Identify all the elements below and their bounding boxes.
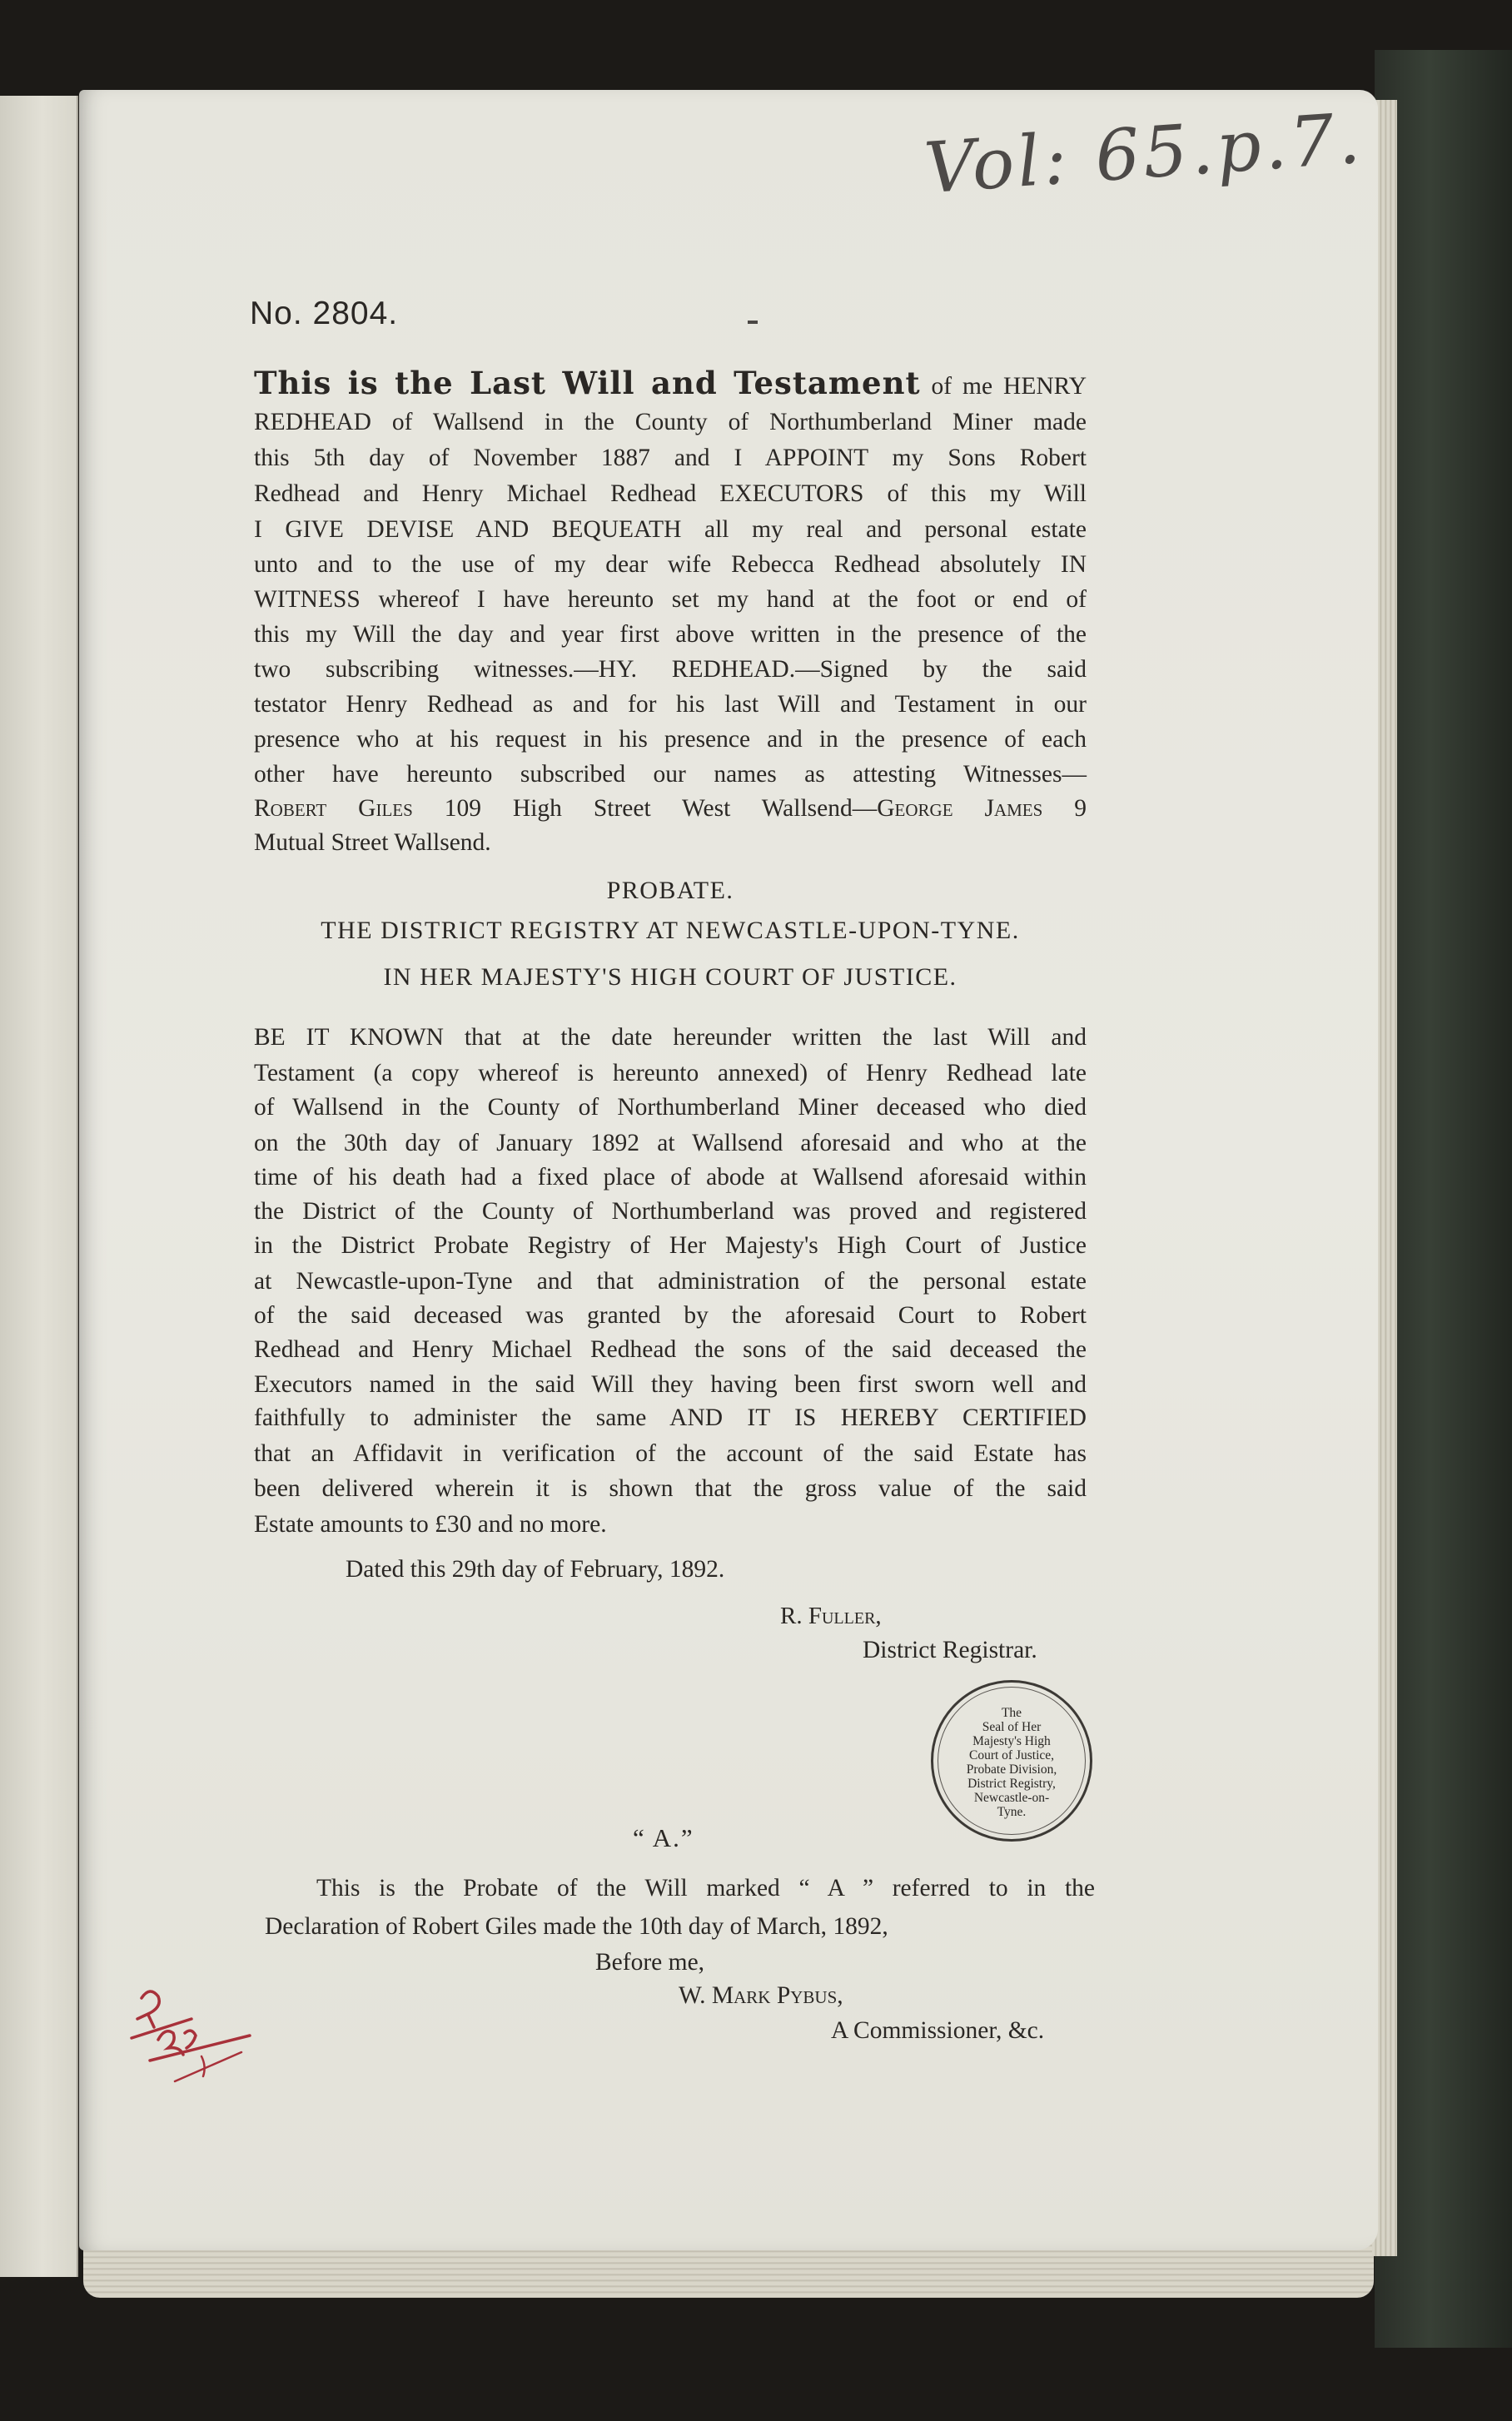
- facing-page-left: [0, 96, 78, 2277]
- will-line: this 5th day of November 1887 and I APPOINT my Sons Robert: [254, 445, 1087, 471]
- red-margin-annotation: [125, 1981, 258, 2098]
- probate-line: of the said deceased was granted by the aforesaid Court to Robert: [254, 1302, 1087, 1329]
- stray-mark: [748, 321, 758, 324]
- probate-line: Testament (a copy whereof is hereunto annexed) of Henry Redhead late: [254, 1060, 1087, 1086]
- exhibit-line-1: This is the Probate of the Will marked “ A ” referred to in the: [316, 1875, 1095, 1902]
- will-line: two subscribing witnesses.—HY. REDHEAD.—Signed by the said: [254, 656, 1087, 683]
- probate-line: on the 30th day of January 1892 at Wallsend aforesaid and who at the: [254, 1130, 1087, 1156]
- probate-line: time of his death had a fixed place of abode at Wallsend aforesaid within: [254, 1164, 1087, 1191]
- will-line-final: Mutual Street Wallsend.: [254, 829, 491, 856]
- will-line: presence who at his request in his presence and in the presence of each: [254, 726, 1087, 753]
- commissioner-title: A Commissioner, &c.: [831, 2017, 1045, 2044]
- will-opening-rest: of me HENRY: [920, 373, 1087, 400]
- exhibit-line-2: Declaration of Robert Giles made the 10th day of March, 1892,: [265, 1913, 888, 1940]
- will-line: REDHEAD of Wallsend in the County of Northumberland Miner made: [254, 409, 1087, 435]
- seal-text: The Seal of Her Majesty's High Court of Justice, Probate Division, District Registry, Newcastle-on- Tyne.: [966, 1706, 1057, 1819]
- will-line: other have hereunto subscribed our names as attesting Witnesses—: [254, 761, 1087, 788]
- will-line-1: [254, 364, 1087, 402]
- probate-line: that an Affidavit in verification of the account of the said Estate has: [254, 1440, 1087, 1467]
- will-line: this my Will the day and year first above written in the presence of the: [254, 621, 1087, 648]
- document-number: No. 2804.: [250, 296, 399, 331]
- probate-line: the District of the County of Northumberland was proved and registered: [254, 1198, 1087, 1225]
- witness-1-address: 109 High Street West Wallsend—: [412, 795, 878, 822]
- will-line: WITNESS whereof I have hereunto set my hand at the foot or end of: [254, 586, 1087, 613]
- exhibit-mark: “ A.”: [633, 1823, 694, 1852]
- probate-line: BE IT KNOWN that at the date hereunder written the last Will and: [254, 1024, 1087, 1051]
- probate-heading: PROBATE.: [606, 877, 734, 904]
- probate-line: at Newcastle-upon-Tyne and that administration of the personal estate: [254, 1268, 1087, 1295]
- registrar-title: District Registrar.: [863, 1637, 1037, 1663]
- will-line: unto and to the use of my dear wife Rebecca Redhead absolutely IN: [254, 551, 1087, 578]
- dated-line: Dated this 29th day of February, 1892.: [346, 1556, 725, 1583]
- probate-line: faithfully to administer the same AND IT IS HEREBY CERTIFIED: [254, 1404, 1087, 1431]
- witness-2-name: George James: [877, 795, 1043, 822]
- registrar-name: R. Fuller,: [780, 1603, 882, 1629]
- will-opening-title: This is the Last Will and Testament: [254, 365, 921, 401]
- witness-2-number: 9: [1042, 795, 1087, 822]
- probate-line: Redhead and Henry Michael Redhead the sons of the said deceased the: [254, 1336, 1087, 1363]
- court-heading: IN HER MAJESTY'S HIGH COURT OF JUSTICE.: [383, 963, 957, 991]
- commissioner-name: W. Mark Pybus,: [679, 1982, 843, 2009]
- registry-heading: THE DISTRICT REGISTRY AT NEWCASTLE-UPON-TYNE.: [321, 917, 1020, 944]
- probate-line: been delivered wherein it is shown that the gross value of the said: [254, 1475, 1087, 1502]
- will-witness-line: [254, 789, 1087, 828]
- probate-line-final: Estate amounts to £30 and no more.: [254, 1511, 607, 1538]
- will-line: Redhead and Henry Michael Redhead EXECUTORS of this my Will: [254, 480, 1087, 507]
- volume-annotation: Vol: 65.p.7.: [922, 97, 1366, 210]
- witness-1-name: Robert Giles: [254, 795, 413, 822]
- exhibit-line-3: Before me,: [595, 1949, 705, 1976]
- will-line: I GIVE DEVISE AND BEQUEATH all my real and personal estate: [254, 516, 1087, 543]
- probate-line: of Wallsend in the County of Northumberland Miner deceased who died: [254, 1094, 1087, 1121]
- will-line: testator Henry Redhead as and for his last Will and Testament in our: [254, 691, 1087, 718]
- probate-line: in the District Probate Registry of Her Majesty's High Court of Justice: [254, 1232, 1087, 1259]
- court-seal: [931, 1680, 1092, 1842]
- probate-line: Executors named in the said Will they having been first sworn well and: [254, 1371, 1087, 1398]
